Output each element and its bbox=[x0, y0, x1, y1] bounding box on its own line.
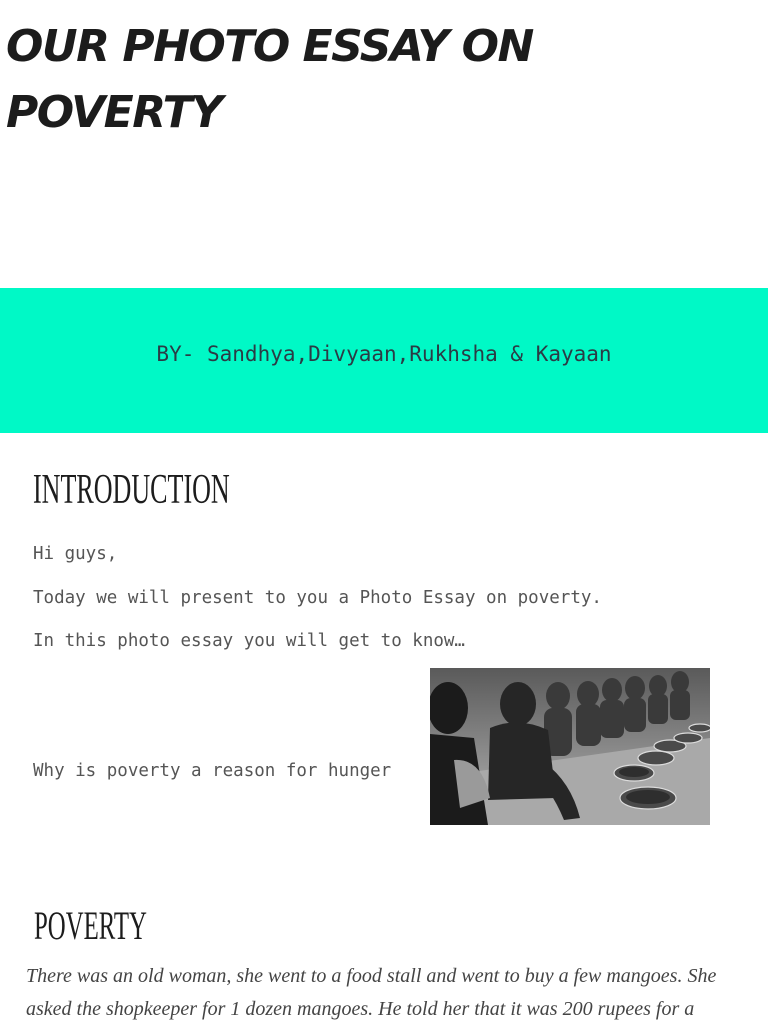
intro-paragraph-greeting: Hi guys, bbox=[33, 544, 118, 564]
intro-paragraph-topic: Today we will present to you a Photo Essay on poverty. bbox=[33, 588, 602, 608]
byline-text: BY- Sandhya,Divyaan,Rukhsha & Kayaan bbox=[156, 342, 612, 366]
children-with-bowls-photo bbox=[430, 668, 710, 825]
introduction-heading: INTRODUCTION bbox=[33, 467, 230, 513]
intro-paragraph-preview: In this photo essay you will get to know… bbox=[33, 631, 465, 651]
poverty-story: There was an old woman, she went to a food stall and went to buy a few mangoes. She asked the shopkeeper for 1 dozen mangoes. He told her that it was 200 rupees for a bbox=[26, 965, 717, 1020]
intro-paragraph-question: Why is poverty a reason for hunger bbox=[33, 761, 392, 781]
poverty-heading: POVERTY bbox=[34, 903, 147, 948]
byline-banner bbox=[0, 288, 768, 433]
page-title: OUR PHOTO ESSAY ON POVERTY bbox=[6, 21, 533, 138]
